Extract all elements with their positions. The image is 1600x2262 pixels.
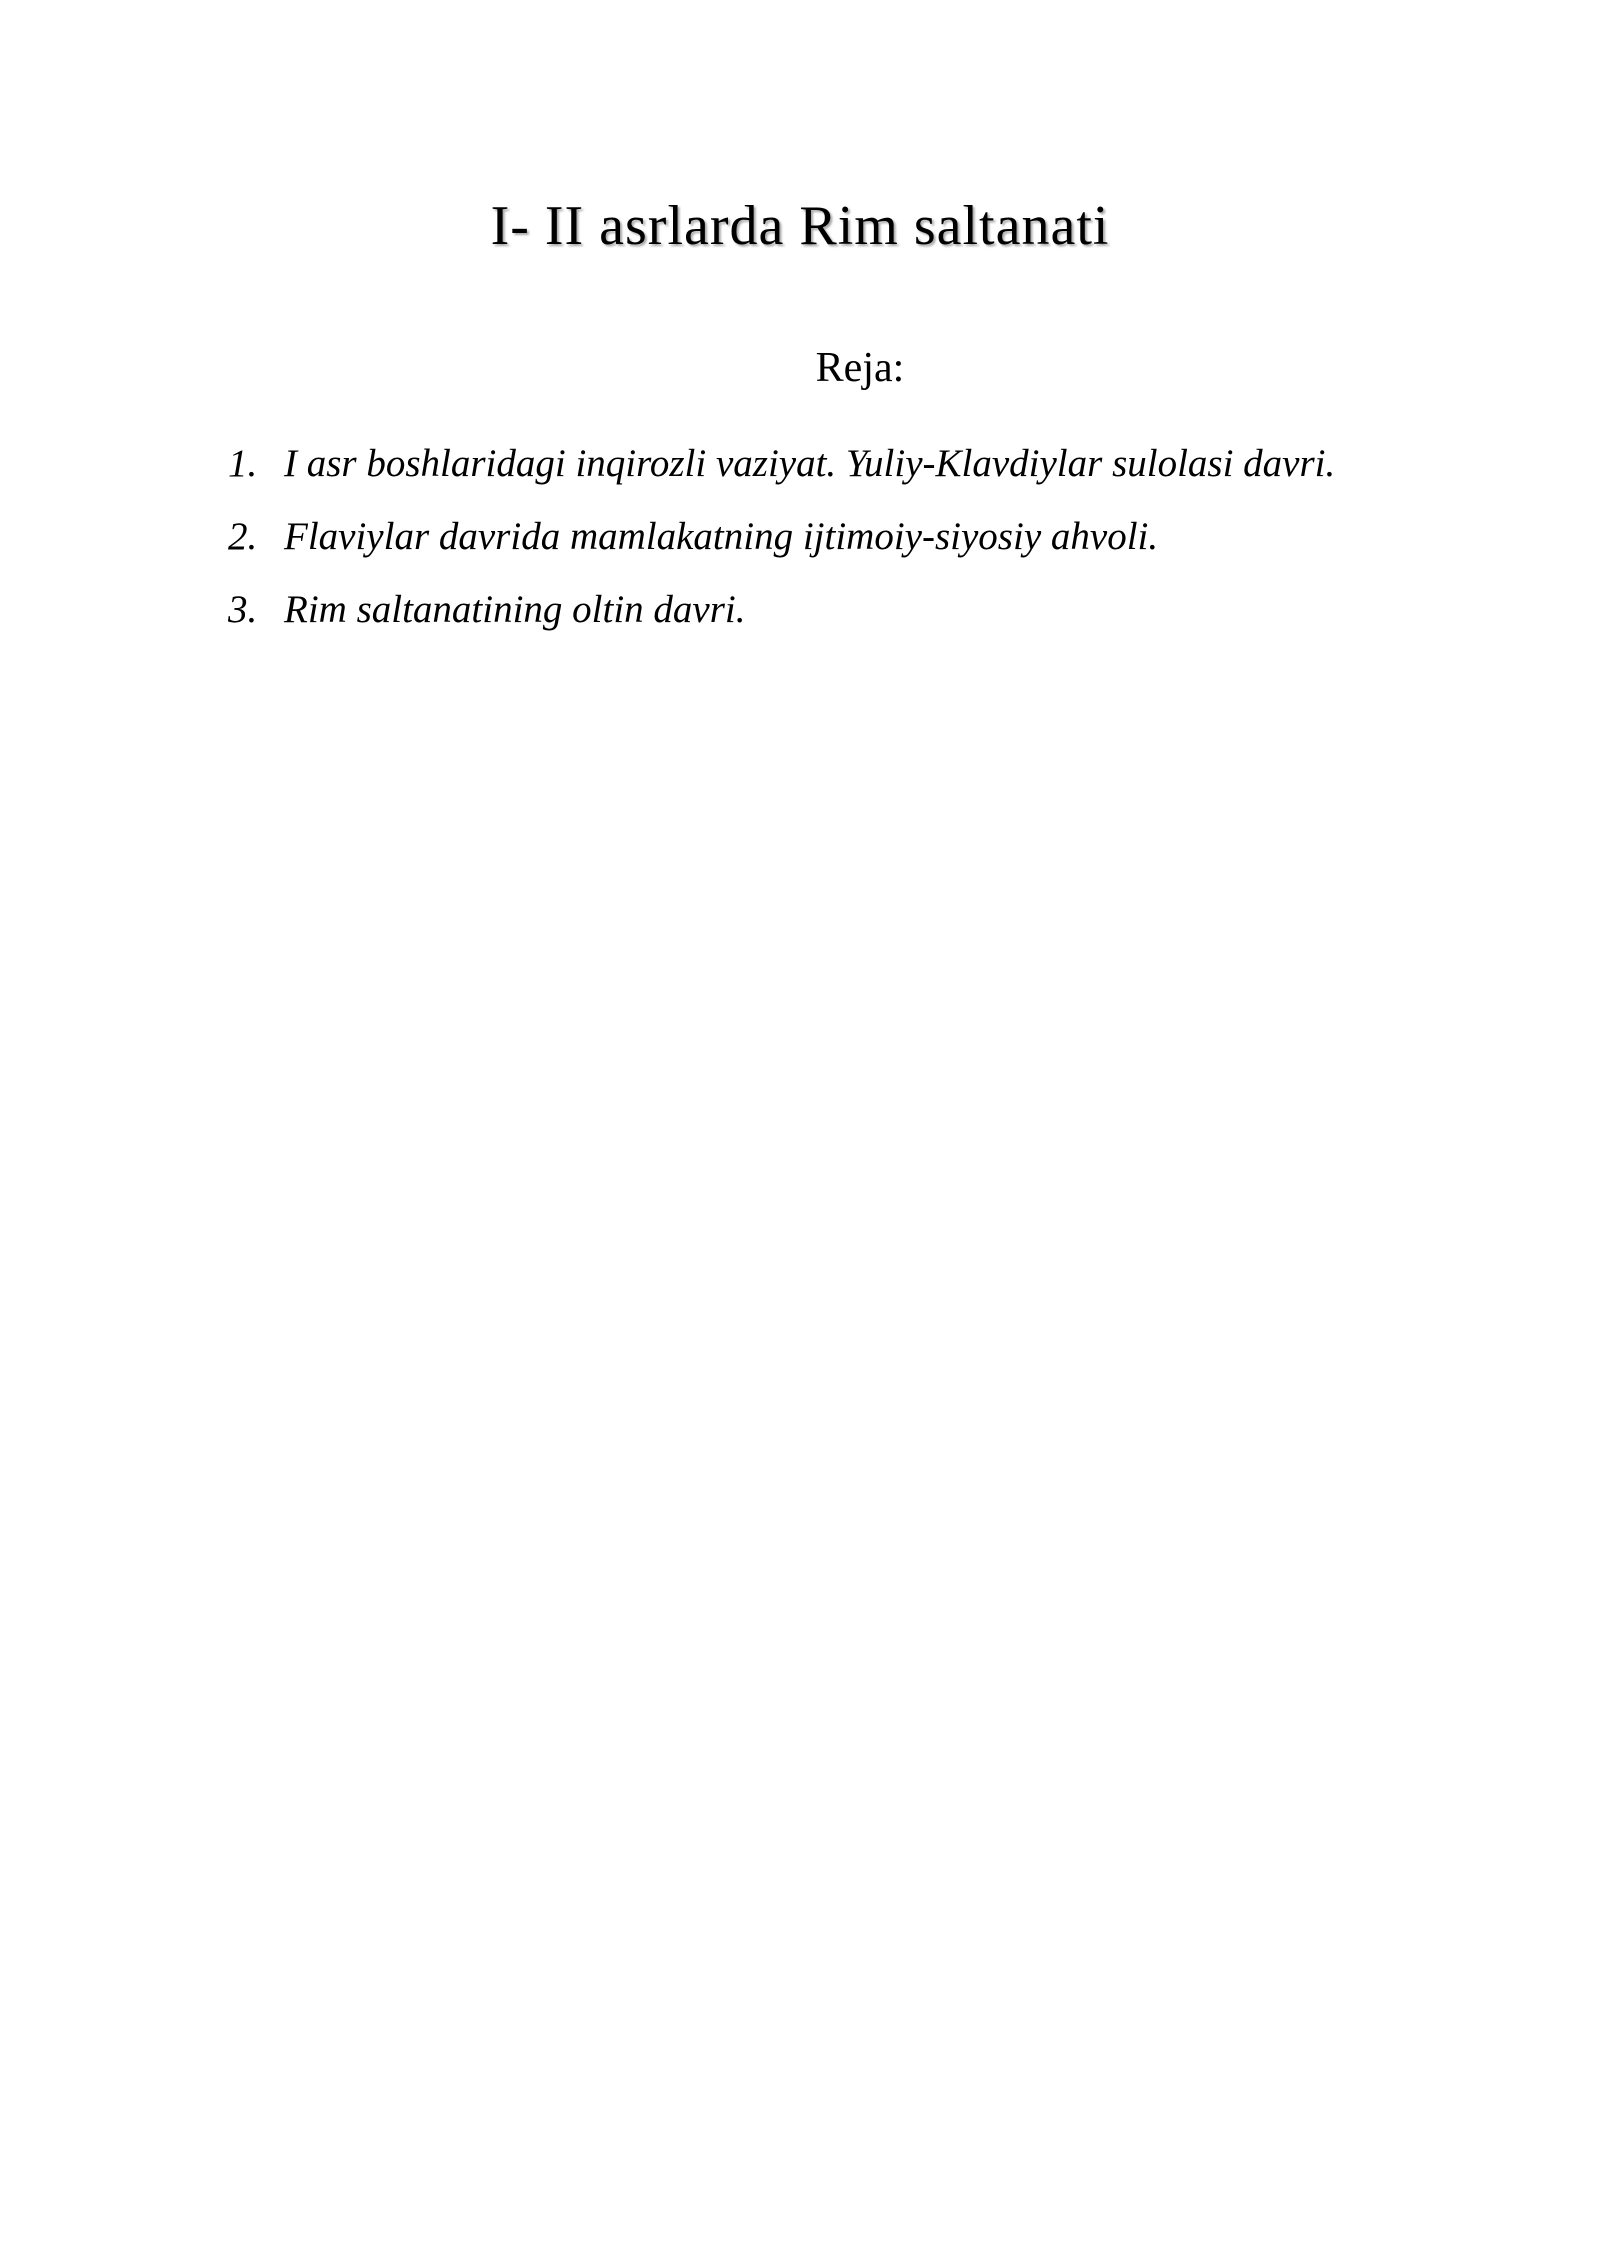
list-item-text: Rim saltanatining oltin davri.: [284, 588, 746, 631]
list-item-text: Flaviylar davrida mamlakatning ijtimoiy-siyosiy ahvoli.: [284, 515, 1159, 558]
list-item-text: I asr boshlaridagi inqirozli vaziyat. Yuliy-Klavdiylar sulolasi davri.: [284, 442, 1336, 485]
plan-list: [228, 436, 1528, 655]
list-item-number: 1.: [228, 442, 258, 485]
list-item-number: 2.: [228, 515, 258, 558]
list-item: [228, 509, 1528, 582]
plan-heading: Reja:: [815, 345, 905, 391]
list-item: [228, 582, 1528, 655]
list-item-number: 3.: [228, 588, 258, 631]
page-title: I- II asrlarda Rim saltanati: [490, 195, 1110, 257]
list-item: [228, 436, 1528, 509]
